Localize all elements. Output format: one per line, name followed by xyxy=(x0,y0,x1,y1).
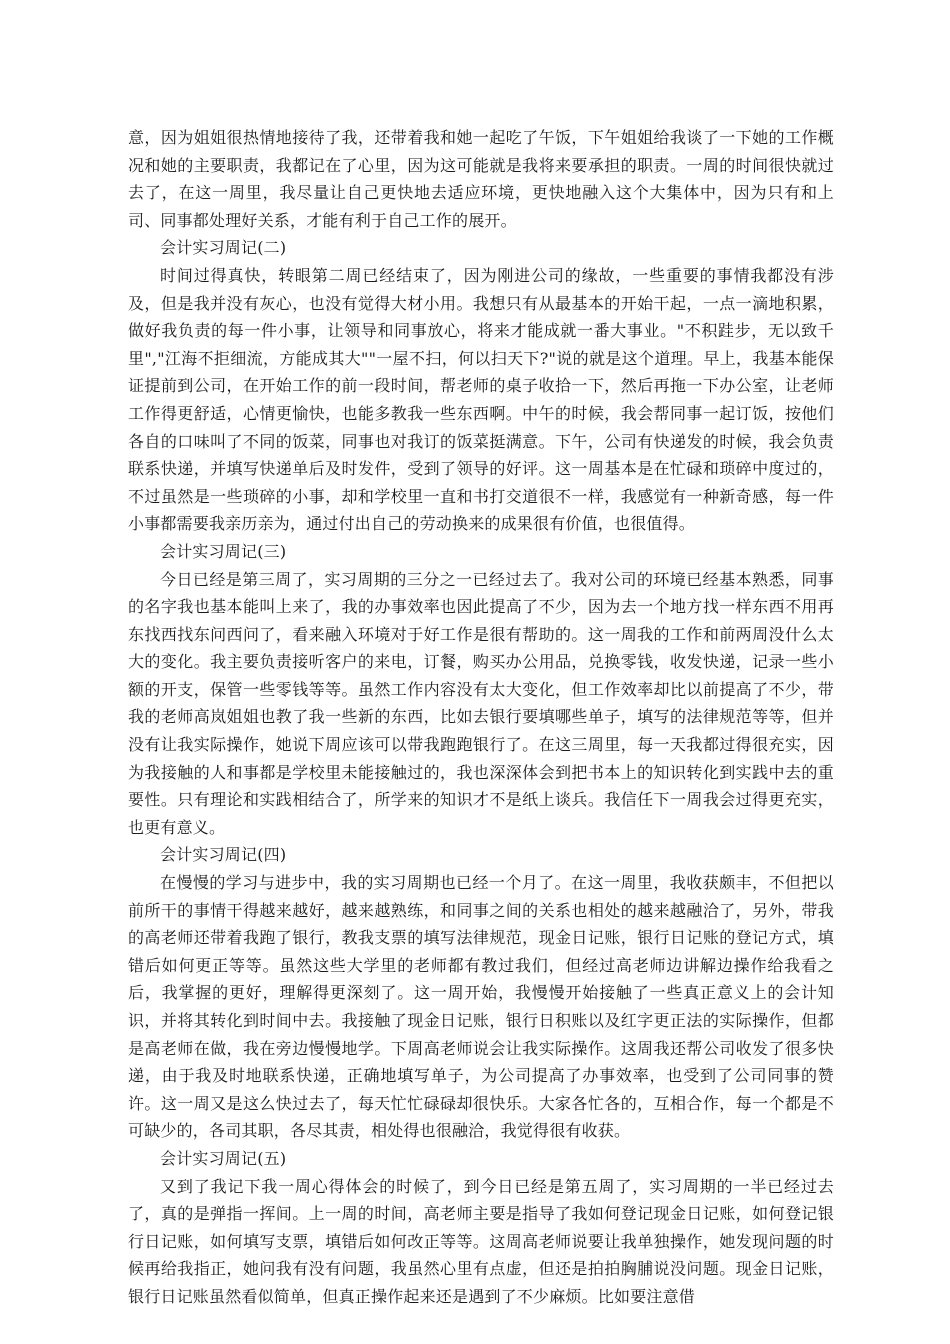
section-heading-week-3: 会计实习周记(三) xyxy=(160,541,287,561)
section-body-week-4: 在慢慢的学习与进步中，我的实习周期也已经一个月了。在这一周里，我收获颇丰，不但把以前所干的事情干得越来越好，越来越熟练，和同事之间的关系也相处的越来越融洽了，另外，带我的高老师还带着我跑了银行，教我支票的填写法律规范，现金日记账，银行日记账的登记方式，填错后如何更正等等。虽然这些大学里的老师都有教过我们，但经过高老师边讲解边操作给我看之后，我掌握的更好，理解得更深刻了。这一周开始，我慢慢开始接触了一些真正意义上的会计知识，并将其转化到时间中去。我接触了现金日记账，银行日积账以及红字更正法的实际操作，但都是高老师在做，我在旁边慢慢地学。下周高老师说会让我实际操作。这周我还帮公司收发了很多快递，由于我及时地联系快递，正确地填写单子，为公司提高了办事效率，也受到了公司同事的赞许。这一周又是这么快过去了，每天忙忙碌碌却很快乐。大家各忙各的，互相合作，每一个都是不可缺少的，各司其职，各尽其责，相处得也很融洽，我觉得很有收获。 xyxy=(128,873,834,1141)
section-heading-week-2: 会计实习周记(二) xyxy=(160,238,287,258)
document-body xyxy=(128,124,834,1311)
section-body-week-2: 时间过得真快，转眼第二周已经结束了，因为刚进公司的缘故，一些重要的事情我都没有涉及，但是我并没有灰心，也没有觉得大材小用。我想只有从最基本的开始干起，一点一滴地积累，做好我负责的每一件小事，让领导和同事放心，将来才能成就一番大事业。"不积跬步，无以致千里","江海不拒细流，方能成其大""一屋不扫，何以扫天下?"说的就是这个道理。早上，我基本能保证提前到公司，在开始工作的前一段时间，帮老师的桌子收拾一下，然后再拖一下办公室，让老师工作得更舒适，心情更愉快，也能多教我一些东西啊。中午的时候，我会帮同事一起订饭，按他们各自的口味叫了不同的饭菜，同事也对我订的饭菜挺满意。下午，公司有快递发的时候，我会负责联系快递，并填写快递单后及时发件，受到了领导的好评。这一周基本是在忙碌和琐碎中度过的，不过虽然是一些琐碎的小事，却和学校里一直和书打交道很不一样，我感觉有一种新奇感，每一件小事都需要我亲历亲为，通过付出自己的劳动换来的成果很有价值，也很值得。 xyxy=(128,265,834,534)
section-body-week-5: 又到了我记下我一周心得体会的时候了，到今日已经是第五周了，实习周期的一半已经过去了，真的是弹指一挥间。上一周的时间，高老师主要是指导了我如何登记现金日记账，如何登记银行日记账，如何填写支票，填错后如何改正等等。这周高老师说要让我单独操作，她发现问题的时候再给我指正，她问我有没有问题，我虽然心里有点虚，但还是拍拍胸脯说没问题。现金日记账，银行日记账虽然看似简单，但真正操作起来还是遇到了不少麻烦。比如要注意借 xyxy=(128,1176,834,1306)
intro-paragraph: 意，因为姐姐很热情地接待了我，还带着我和她一起吃了午饭，下午姐姐给我谈了一下她的工作概况和她的主要职责，我都记在了心里，因为这可能就是我将来要承担的职责。一周的时间很快就过去了，在这一周里，我尽量让自己更快地去适应环境，更快地融入这个大集体中，因为只有和上司、同事都处理好关系，才能有利于自己工作的展开。 xyxy=(128,128,834,230)
section-heading-week-5: 会计实习周记(五) xyxy=(160,1148,287,1168)
section-body-week-3: 今日已经是第三周了，实习周期的三分之一已经过去了。我对公司的环境已经基本熟悉，同事的名字我也基本能叫上来了，我的办事效率也因此提高了不少，因为去一个地方找一样东西不用再东找西找东问西问了，看来融入环境对于好工作是很有帮助的。这一周我的工作和前两周没什么太大的变化。我主要负责接听客户的来电，订餐，购买办公用品，兑换零钱，收发快递，记录一些小额的开支，保管一些零钱等等。虽然工作内容没有太大变化，但工作效率却比以前提高了不少，带我的老师高岚姐姐也教了我一些新的东西，比如去银行要填哪些单子，填写的法律规范等等，但并没有让我实际操作，她说下周应该可以带我跑跑银行了。在这三周里，每一天我都过得很充实，因为我接触的人和事都是学校里未能接触过的，我也深深体会到把书本上的知识转化到实践中去的重要性。只有理论和实践相结合了，所学来的知识才不是纸上谈兵。我信任下一周我会过得更充实，也更有意义。 xyxy=(128,569,834,837)
section-heading-week-4: 会计实习周记(四) xyxy=(160,845,287,865)
